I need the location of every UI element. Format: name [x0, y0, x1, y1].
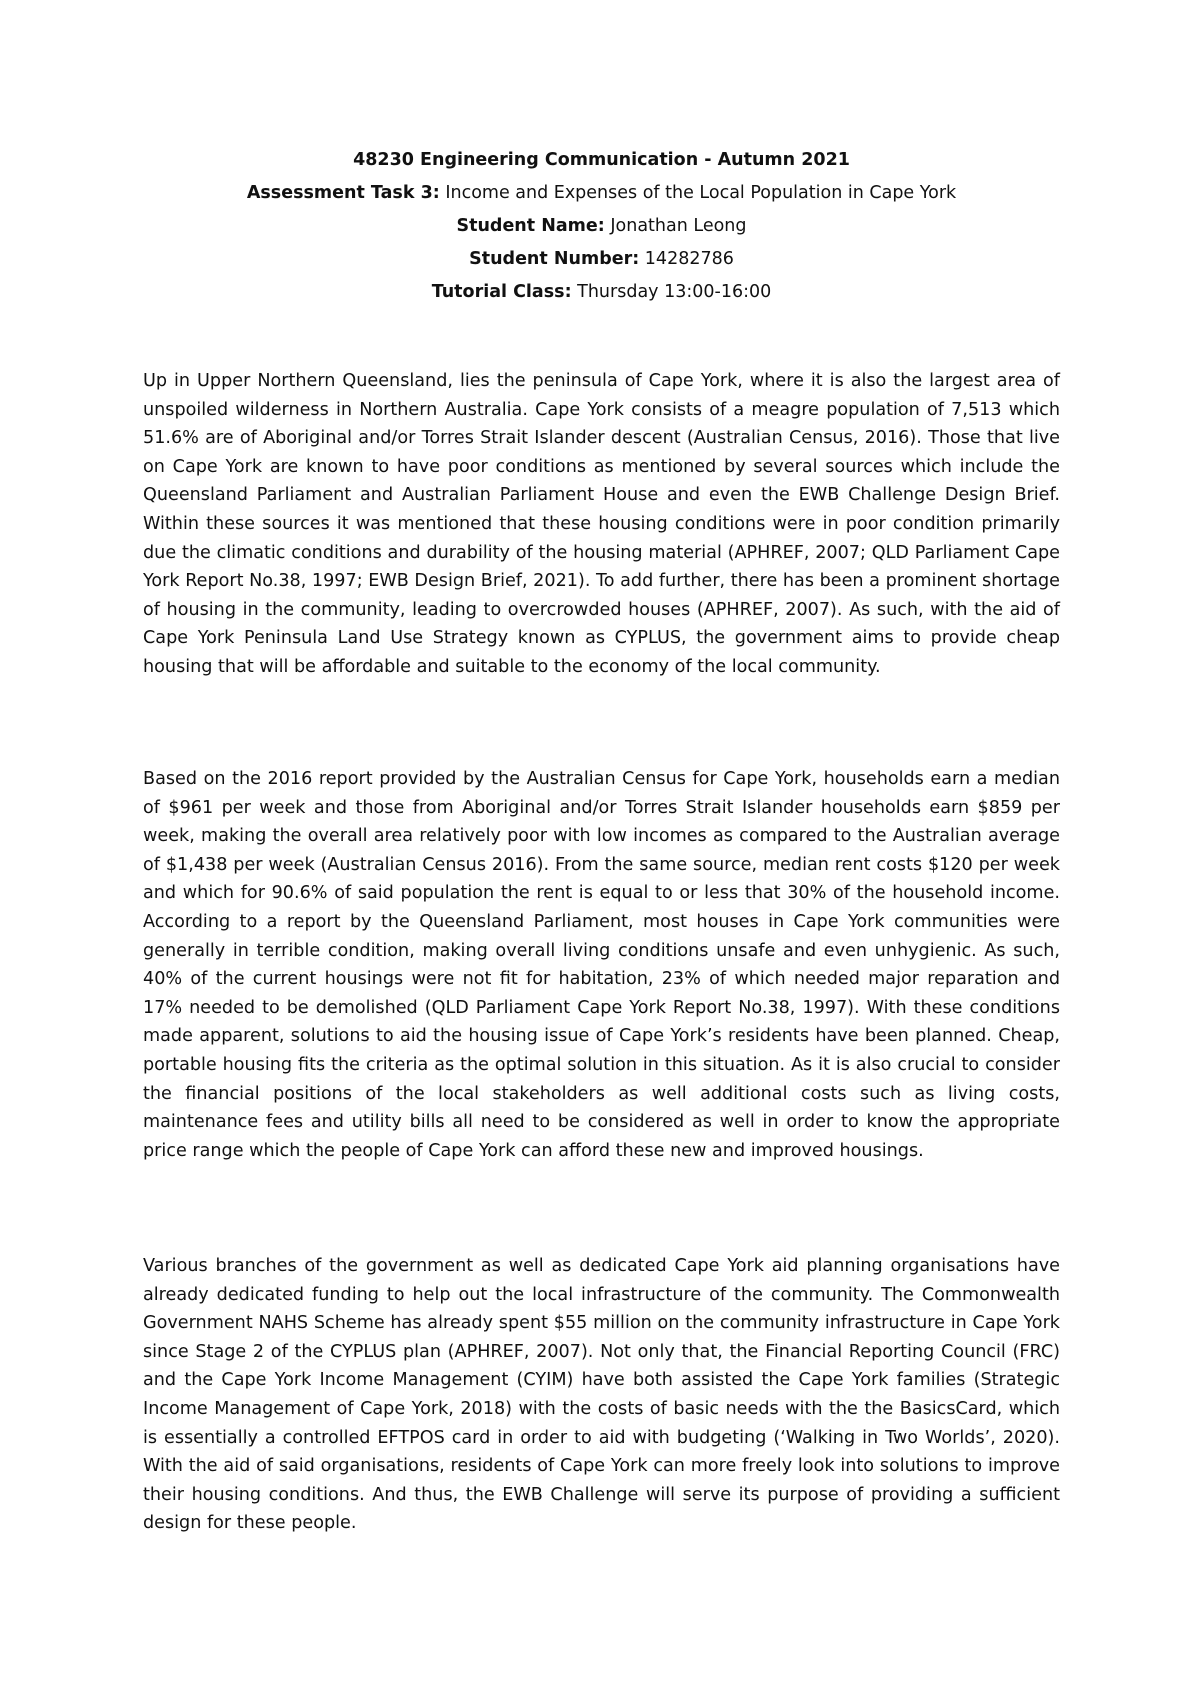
student-number-line [143, 243, 1060, 276]
assessment-line [143, 177, 1060, 210]
student-number-label: Student Number: [469, 249, 640, 269]
student-name-value: Jonathan Leong [610, 216, 747, 236]
document-header [143, 144, 1060, 309]
course-title: 48230 Engineering Communication - Autumn 2021 [353, 150, 850, 170]
body-paragraph-3: Various branches of the government as well as dedicated Cape York aid planning organisations have already dedicated funding to help out the local infrastructure of the community. The Commonwealth Government NAHS Scheme has already spent $55 million on the community infrastructure in Cape York since Stage 2 of the CYPLUS plan (APHREF, 2007). Not only that, the Financial Reporting Council (FRC) and the Cape York Income Management (CYIM) have both assisted the Cape York families (Strategic Income Management of Cape York, 2018) with the costs of basic needs with the the BasicsCard, which is essentially a controlled EFTPOS card in order to aid with budgeting (‘Walking in Two Worlds’, 2020). With the aid of said organisations, residents of Cape York can more freely look into solutions to improve their housing conditions. And thus, the EWB Challenge will serve its purpose of providing a sufficient design for these people. [143, 1256, 1060, 1534]
assessment-value: Income and Expenses of the Local Population in Cape York [445, 183, 957, 203]
tutorial-class-value: Thursday 13:00-16:00 [577, 282, 772, 302]
assessment-label: Assessment Task 3: [246, 183, 440, 203]
tutorial-class-line [143, 276, 1060, 309]
student-number-value: 14282786 [644, 249, 734, 269]
student-name-label: Student Name: [456, 216, 605, 236]
tutorial-class-label: Tutorial Class: [431, 282, 572, 302]
document-title [143, 144, 1060, 177]
body-paragraph-1: Up in Upper Northern Queensland, lies the peninsula of Cape York, where it is also the largest area of unspoiled wilderness in Northern Australia. Cape York consists of a meagre population of 7,513 which 51.6% are of Aboriginal and/or Torres Strait Islander descent (Australian Census, 2016). Those that live on Cape York are known to have poor conditions as mentioned by several sources which include the Queensland Parliament and Australian Parliament House and even the EWB Challenge Design Brief. Within these sources it was mentioned that these housing conditions were in poor condition primarily due the climatic conditions and durability of the housing material (APHREF, 2007; QLD Parliament Cape York Report No.38, 1997; EWB Design Brief, 2021). To add further, there has been a prominent shortage of housing in the community, leading to overcrowded houses (APHREF, 2007). As such, with the aid of Cape York Peninsula Land Use Strategy known as CYPLUS, the government aims to provide cheap housing that will be affordable and suitable to the economy of the local community. [143, 371, 1060, 677]
student-name-line [143, 210, 1060, 243]
body-paragraph-2: Based on the 2016 report provided by the Australian Census for Cape York, households earn a median of $961 per week and those from Aboriginal and/or Torres Strait Islander households earn $859 per week, making the overall area relatively poor with low incomes as compared to the Australian average of $1,438 per week (Australian Census 2016). From the same source, median rent costs $120 per week and which for 90.6% of said population the rent is equal to or less that 30% of the household income. According to a report by the Queensland Parliament, most houses in Cape York communities were generally in terrible condition, making overall living conditions unsafe and even unhygienic. As such, 40% of the current housings were not fit for habitation, 23% of which needed major reparation and 17% needed to be demolished (QLD Parliament Cape York Report No.38, 1997). With these conditions made apparent, solutions to aid the housing issue of Cape York’s residents have been planned. Cheap, portable housing fits the criteria as the optimal solution in this situation. As it is also crucial to consider the financial positions of the local stakeholders as well additional costs such as living costs, maintenance fees and utility bills all need to be considered as well in order to know the appropriate price range which the people of Cape York can afford these new and improved housings. [143, 769, 1060, 1161]
